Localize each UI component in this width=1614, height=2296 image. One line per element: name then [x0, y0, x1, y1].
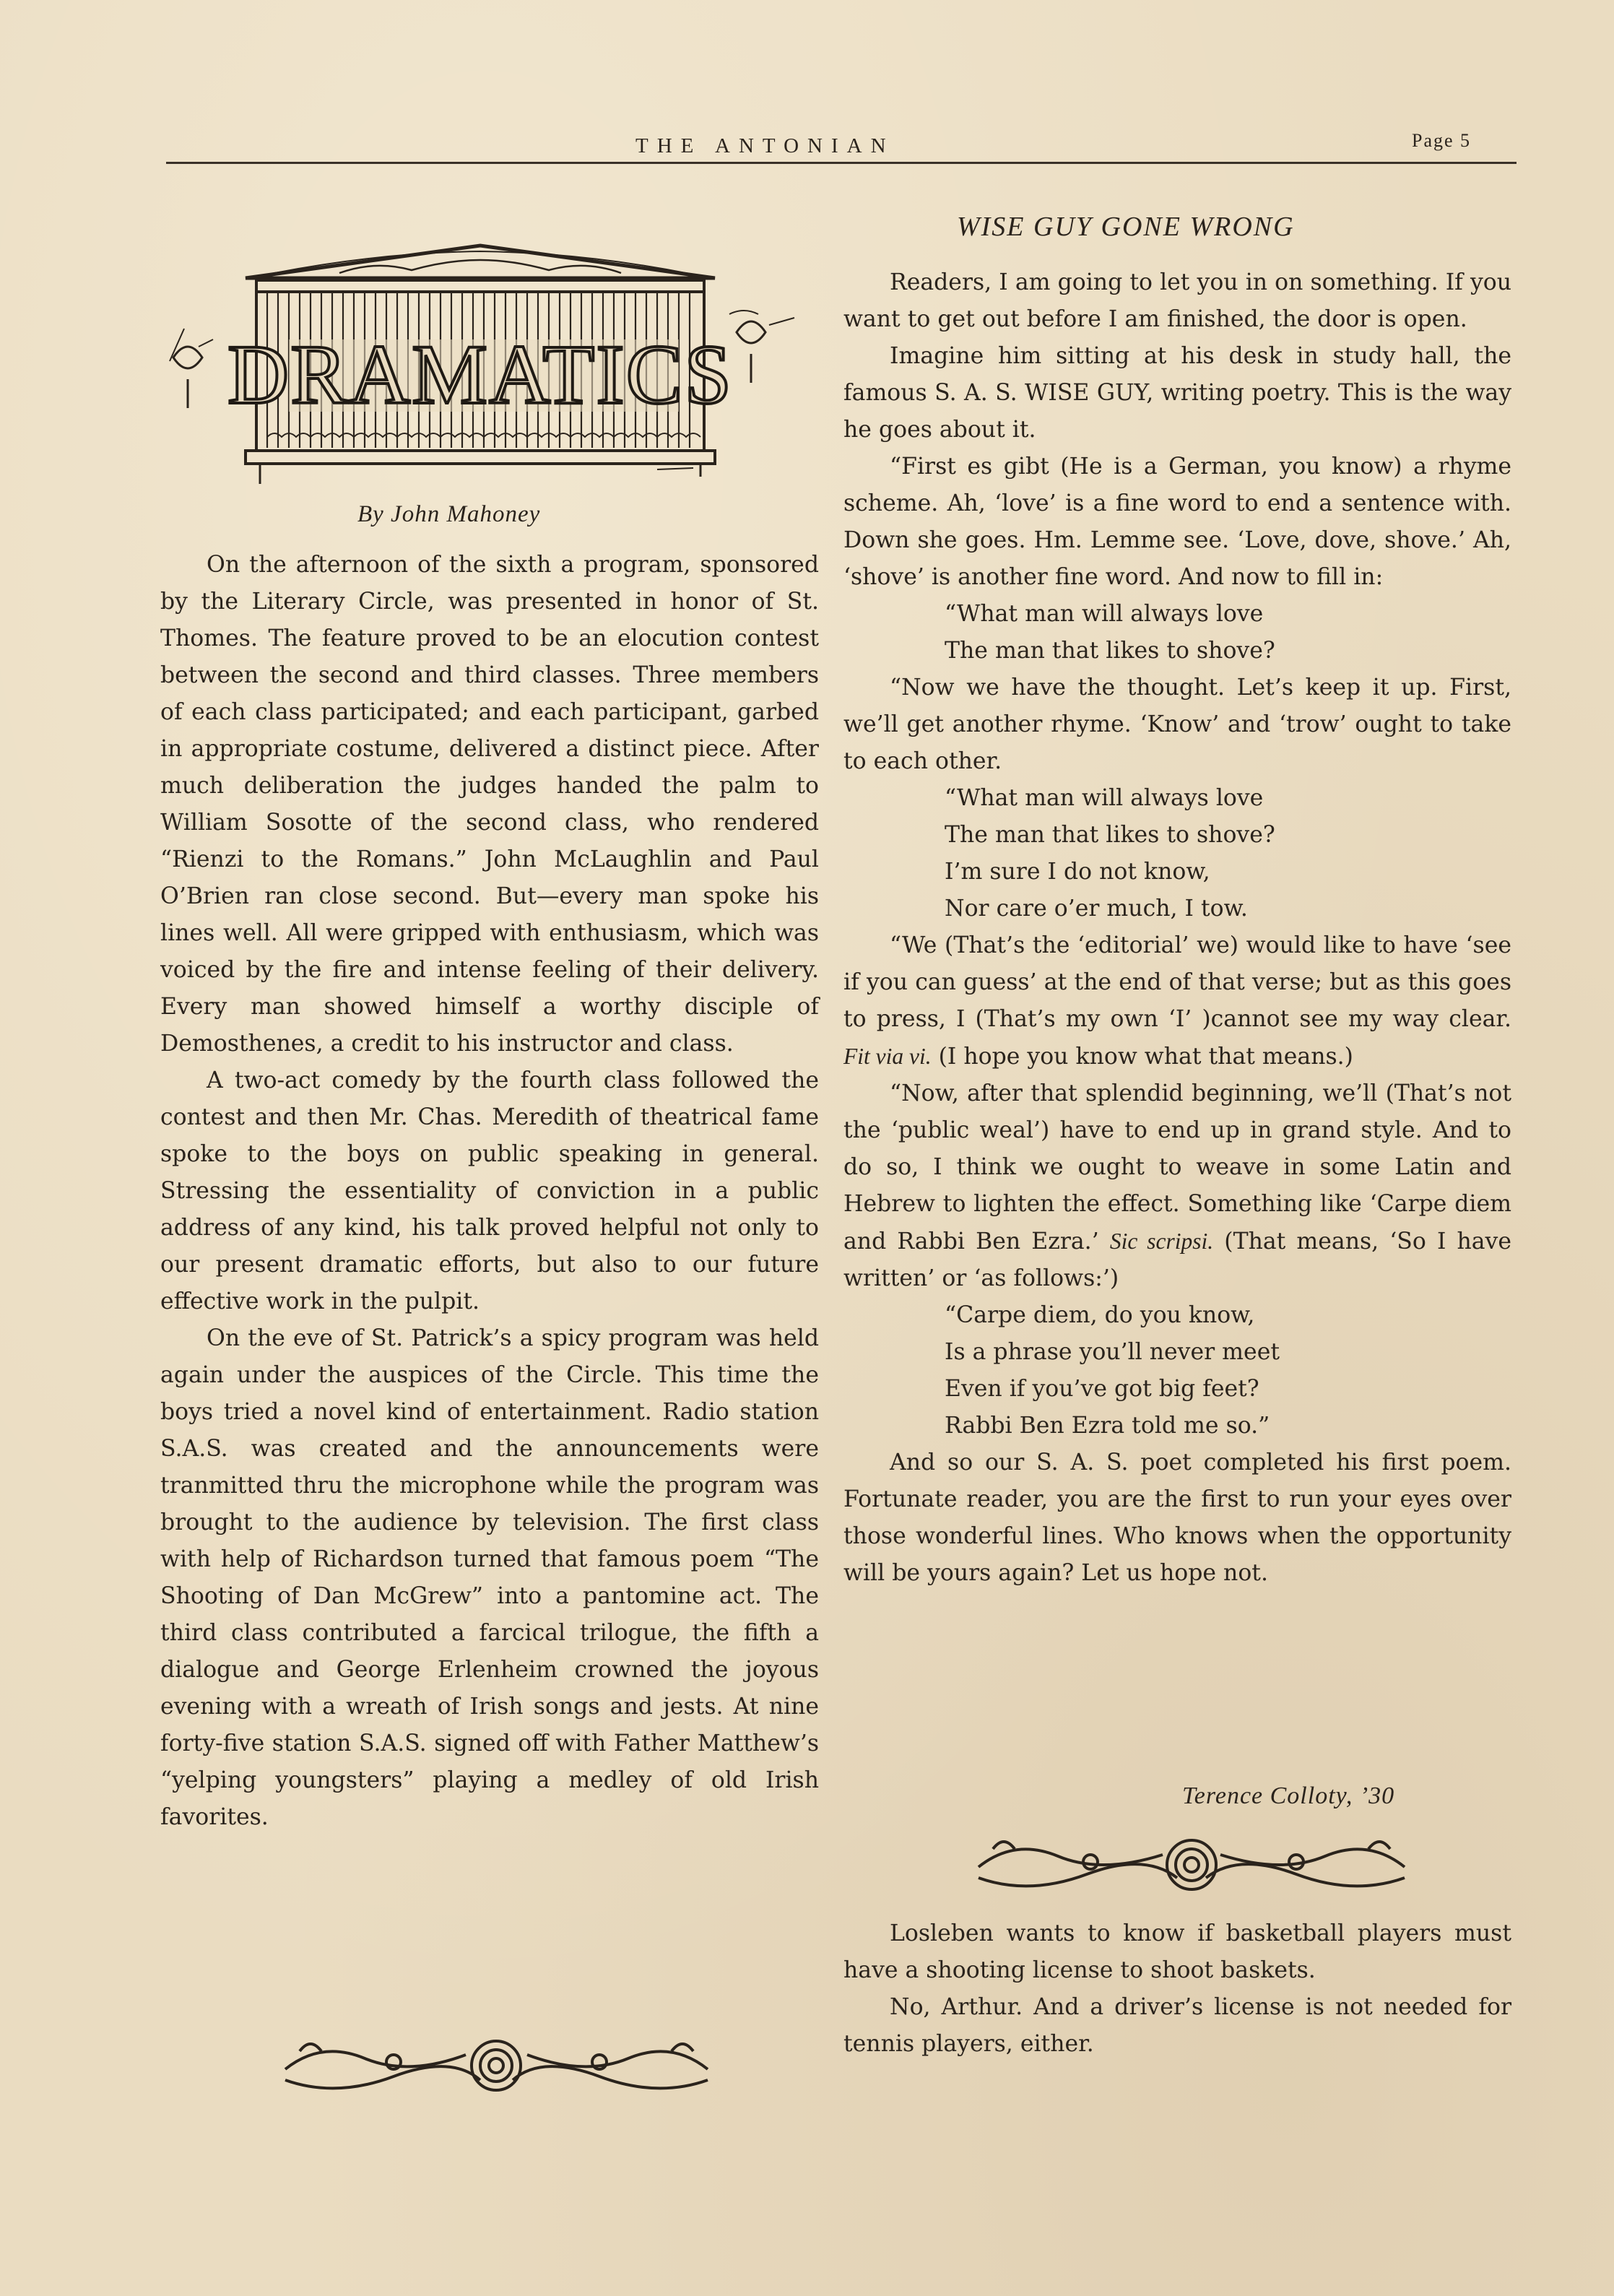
verse-2-line-1: “What man will always love	[945, 785, 1264, 811]
left-article-body	[160, 547, 819, 1836]
left-paragraph-3: On the eve of St. Patrick’s a spicy program was held again under the auspices of the Circle. This time the boys tried a novel kind of entertainment. Radio station S.A.S. was created and the announcements were tranmitted thru the microphone while the program was brought to the audience by television. The first class with help of Richardson turned that famous poem “The Shooting of Dan McGrew” into a pantomine act. The third class contributed a farcical trilogue, the fifth a dialogue and George Erlenheim crowned the joyous evening with a wreath of Irish songs and jests. At nine forty-five station S.A.S. signed off with Father Matthew’s “yelping youngsters” playing a medley of old Irish favorites.	[160, 1325, 819, 1830]
dramatics-banner-illustration	[159, 238, 809, 498]
ornamental-divider-left	[278, 2026, 715, 2105]
verse-1-line-2: The man that likes to shove?	[945, 638, 1275, 664]
paragraph-5-text-b: (I hope you know what that means.)	[938, 1044, 1353, 1070]
verse-3-line-4: Rabbi Ben Ezra told me so.”	[945, 1413, 1270, 1439]
author-signature: Terence Colloty, ’30	[1182, 1782, 1395, 1809]
right-paragraph-6	[843, 1075, 1511, 1297]
paragraph-5-text-a: “We (That’s the ‘editorial’ we) would like to have ‘see if you can guess’ at the end of that verse; but as this goes to press, I (That’s my own ‘I’ )cannot see my way clear.	[843, 932, 1511, 1032]
latin-phrase-2: Sic scripsi.	[1109, 1229, 1214, 1254]
filler-joke	[843, 1915, 1511, 2063]
filler-paragraph-1: Losleben wants to know if basketball players must have a shooting license to shoot baskets.	[843, 1920, 1511, 1983]
verse-2-line-4: Nor care o’er much, I tow.	[945, 896, 1248, 922]
paragraph-6-text-b: (That means, ‘So I have written’ or ‘as follows:’)	[843, 1229, 1511, 1291]
verse-1-line-1: “What man will always love	[945, 601, 1264, 627]
right-article-body	[843, 264, 1511, 1592]
verse-2-line-3: I’m sure I do not know,	[945, 859, 1210, 885]
filler-paragraph-2: No, Arthur. And a driver’s license is not needed for tennis players, either.	[843, 1994, 1511, 2057]
right-paragraph-5	[843, 927, 1511, 1075]
left-byline: By John Mahoney	[357, 501, 541, 527]
right-paragraph-3: “First es gibt (He is a German, you know) a rhyme scheme. Ah, ‘love’ is a fine word to end a sentence with. Down she goes. Hm. Lemme see. ‘Love, dove, shove.’ Ah, ‘shove’ is another fine word. And now to fill in:	[843, 454, 1511, 590]
right-paragraph-2: Imagine him sitting at his desk in study hall, the famous S. A. S. WISE GUY, writing poetry. This is the way he goes about it.	[843, 343, 1511, 443]
latin-phrase-1: Fit via vi.	[843, 1044, 932, 1069]
verse-3-line-1: “Carpe diem, do you know,	[945, 1302, 1255, 1328]
ornamental-divider-right	[971, 1827, 1412, 1903]
verse-3-line-2: Is a phrase you’ll never meet	[945, 1339, 1280, 1365]
page-number: Page 5	[1412, 130, 1472, 151]
masthead-title: THE ANTONIAN	[635, 134, 895, 157]
right-paragraph-1: Readers, I am going to let you in on something. If you want to get out before I am finished, the door is open.	[843, 269, 1511, 332]
paragraph-6-text-a: “Now, after that splendid beginning, we’ll (That’s not the ‘public weal’) have to end up in grand style. And to do so, I think we ought to weave in some Latin and Hebrew to lighten the effect. Something like ‘Carpe diem and Rabbi Ben Ezra.’	[843, 1080, 1511, 1255]
left-paragraph-1: On the afternoon of the sixth a program, sponsored by the Literary Circle, was presented in honor of St. Thomes. The feature proved to be an elocution contest between the second and third classes. Three members of each class participated; and each participant, garbed in appropriate costume, delivered a distinct piece. After much deliberation the judges handed the palm to William Sosotte of the second class, who rendered “Rienzi to the Romans.” John McLaughlin and Paul O’Brien ran close second. But—every man spoke his lines well. All were gripped with enthusiasm, which was voiced by the fire and intense feeling of their delivery. Every man showed himself a worthy disciple of Demosthenes, a credit to his instructor and class.	[160, 552, 819, 1057]
right-paragraph-7: And so our S. A. S. poet completed his first poem. Fortunate reader, you are the first to run your eyes over those wonderful lines. Who knows when the opportunity will be yours again? Let us hope not.	[843, 1450, 1511, 1586]
header-rule	[166, 162, 1517, 164]
left-paragraph-2: A two-act comedy by the fourth class followed the contest and then Mr. Chas. Meredith of theatrical fame spoke to the boys on public speaking in general. Stressing the essentiality of conviction in a public address of any kind, his talk proved helpful not only to our present dramatic efforts, but also to our future effective work in the pulpit.	[160, 1067, 819, 1314]
right-article-title: WISE GUY GONE WRONG	[957, 212, 1295, 242]
verse-2-line-2: The man that likes to shove?	[945, 822, 1275, 848]
right-paragraph-4: “Now we have the thought. Let’s keep it up. First, we’ll get another rhyme. ‘Know’ and ‘trow’ ought to take to each other.	[843, 675, 1511, 774]
verse-3-line-3: Even if you’ve got big feet?	[945, 1376, 1259, 1402]
dramatics-title: DRAMATICS	[227, 327, 733, 422]
